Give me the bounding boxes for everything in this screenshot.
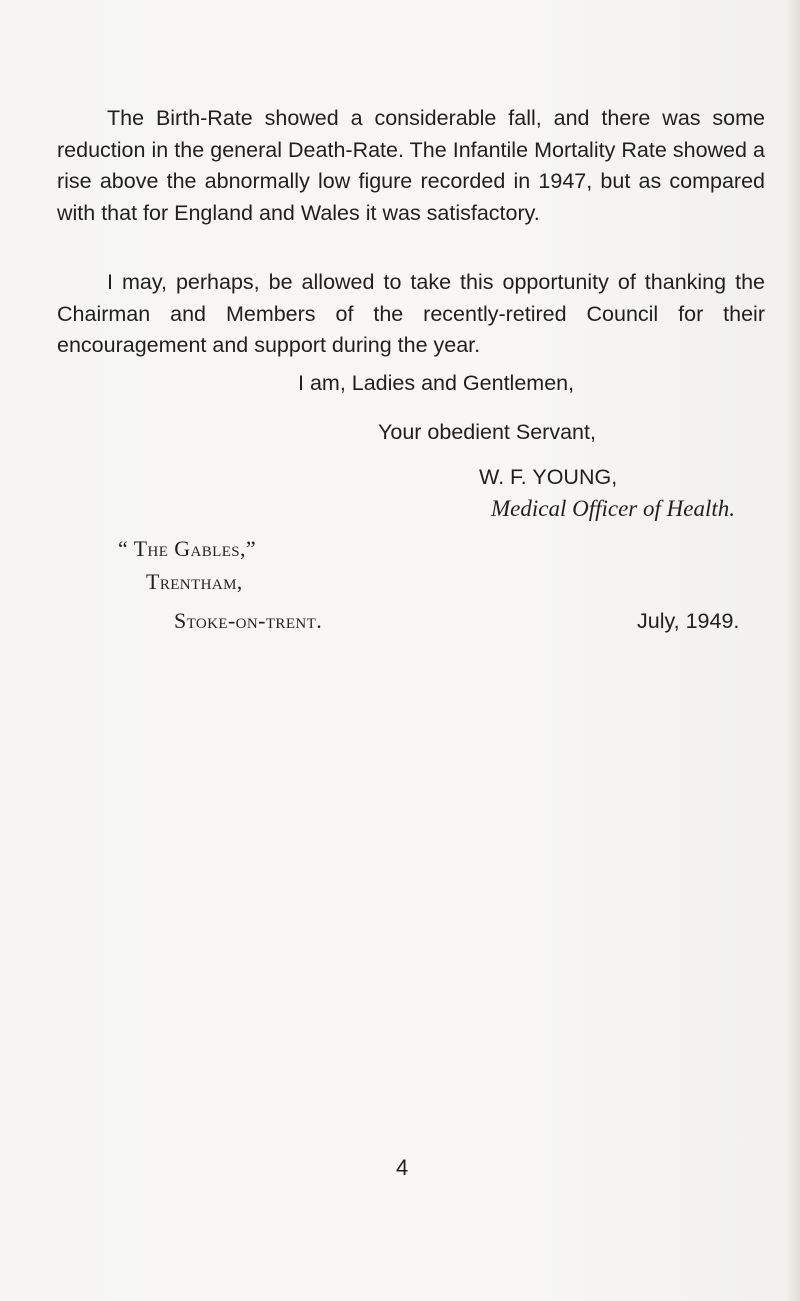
signatory-title: Medical Officer of Health. xyxy=(491,496,735,521)
paragraph-statistics: The Birth-Rate showed a considerable fall, and there was some reduction in the general Death-Rate. The Infantile Mortality Rate showed a rise above the abnormally low figure recorded in 1947, but as compared with that for England and Wales it was satisfactory. xyxy=(57,106,765,226)
address-line-3: Stoke-on-trent. xyxy=(174,608,323,633)
address-line-1: “ The Gables,” xyxy=(118,536,257,561)
paragraph-thanks: I may, perhaps, be allowed to take this opportunity of thanking the Chairman and Members of the recently-retired Council for their encouragement and support during the year. xyxy=(57,270,765,358)
page-edge-shadow xyxy=(786,0,800,1301)
letter-date: July, 1949. xyxy=(637,609,740,633)
address-line-2: Trentham, xyxy=(146,569,243,594)
page-number: 4 xyxy=(396,1155,409,1180)
signatory-name: W. F. YOUNG, xyxy=(479,465,618,489)
closing-complimentary: Your obedient Servant, xyxy=(378,420,596,444)
closing-salutation: I am, Ladies and Gentlemen, xyxy=(298,371,575,395)
